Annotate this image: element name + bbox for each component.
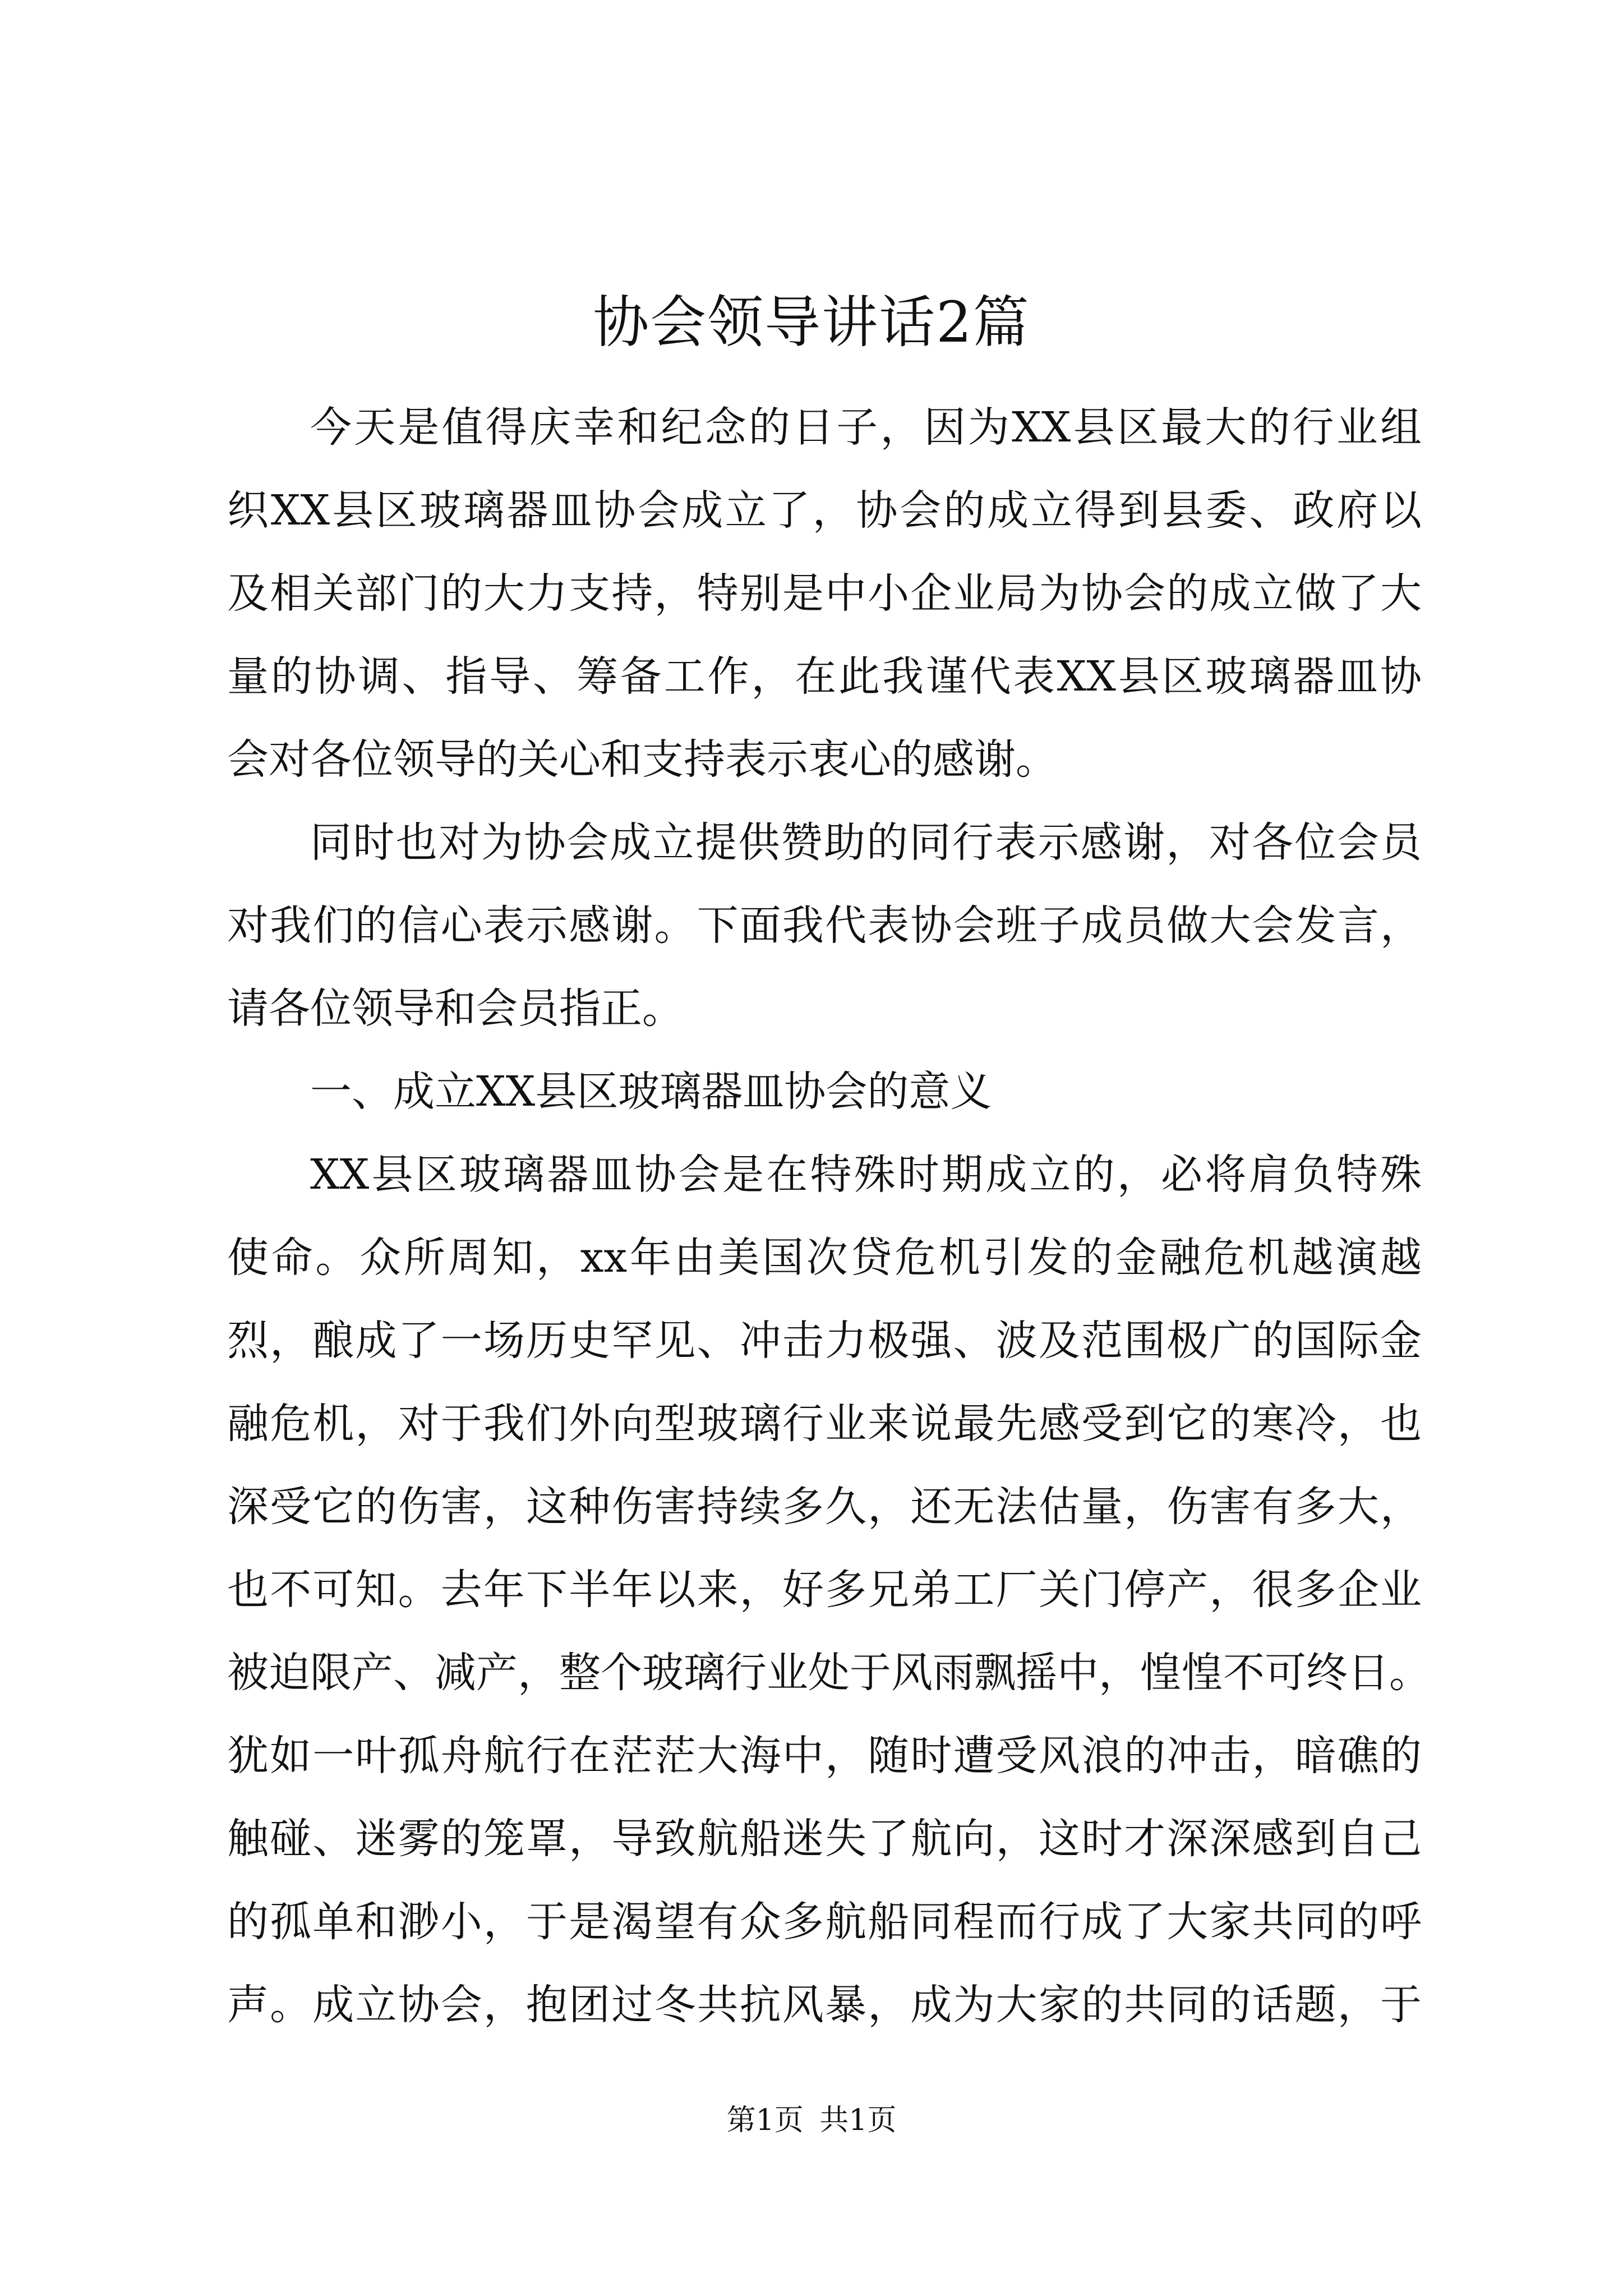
text-line: 请各位领导和会员指正。 [227,984,684,1033]
text-line: 织XX县区玻璃器皿协会成立了，协会的成立得到县委、政府以 [227,486,1422,535]
text-line: XX县区玻璃器皿协会是在特殊时期成立的，必将肩负特殊 [310,1151,1422,1199]
document-body [227,386,1431,2046]
text-line: 使命。众所周知，xx年由美国次贷危机引发的金融危机越演越 [227,1234,1422,1282]
document-title: 协会领导讲话2篇 [593,289,1030,355]
text-line: 会对各位领导的关心和支持表示衷心的感谢。 [227,735,1057,784]
text-line: 烈，酿成了一场历史罕见、冲击力极强、波及范围极广的国际金 [227,1317,1422,1365]
text-line: 深受它的伤害，这种伤害持续多久，还无法估量，伤害有多大， [227,1483,1422,1531]
text-line: 融危机，对于我们外向型玻璃行业来说最先感受到它的寒冷，也 [227,1400,1422,1448]
section-heading: 一、成立XX县区玻璃器皿协会的意义 [310,1068,992,1116]
text-line: 及相关部门的大力支持，特别是中小企业局为协会的成立做了大 [227,569,1422,618]
text-line: 触碰、迷雾的笼罩，导致航船迷失了航向，这时才深深感到自己 [227,1815,1422,1863]
text-line: 同时也对为协会成立提供赞助的同行表示感谢，对各位会员 [310,818,1422,867]
text-line: 也不可知。去年下半年以来，好多兄弟工厂关门停产，很多企业 [227,1566,1422,1614]
text-line: 声。成立协会，抱团过冬共抗风暴，成为大家的共同的话题，于 [227,1981,1422,2029]
text-line: 的孤单和渺小，于是渴望有众多航船同程而行成了大家共同的呼 [227,1898,1422,1946]
text-line: 犹如一叶孤舟航行在茫茫大海中，随时遭受风浪的冲击，暗礁的 [227,1732,1422,1780]
page-total: 共1页 [819,2104,897,2137]
page-number: 第1页 [726,2104,804,2137]
page-footer [0,2101,1623,2140]
text-line: 被迫限产、减产，整个玻璃行业处于风雨飘摇中，惶惶不可终日。 [227,1649,1431,1697]
text-line: 对我们的信心表示感谢。下面我代表协会班子成员做大会发言， [227,901,1422,950]
text-line: 量的协调、指导、筹备工作，在此我谨代表XX县区玻璃器皿协 [227,652,1422,701]
text-line: 今天是值得庆幸和纪念的日子，因为XX县区最大的行业组 [310,403,1422,452]
